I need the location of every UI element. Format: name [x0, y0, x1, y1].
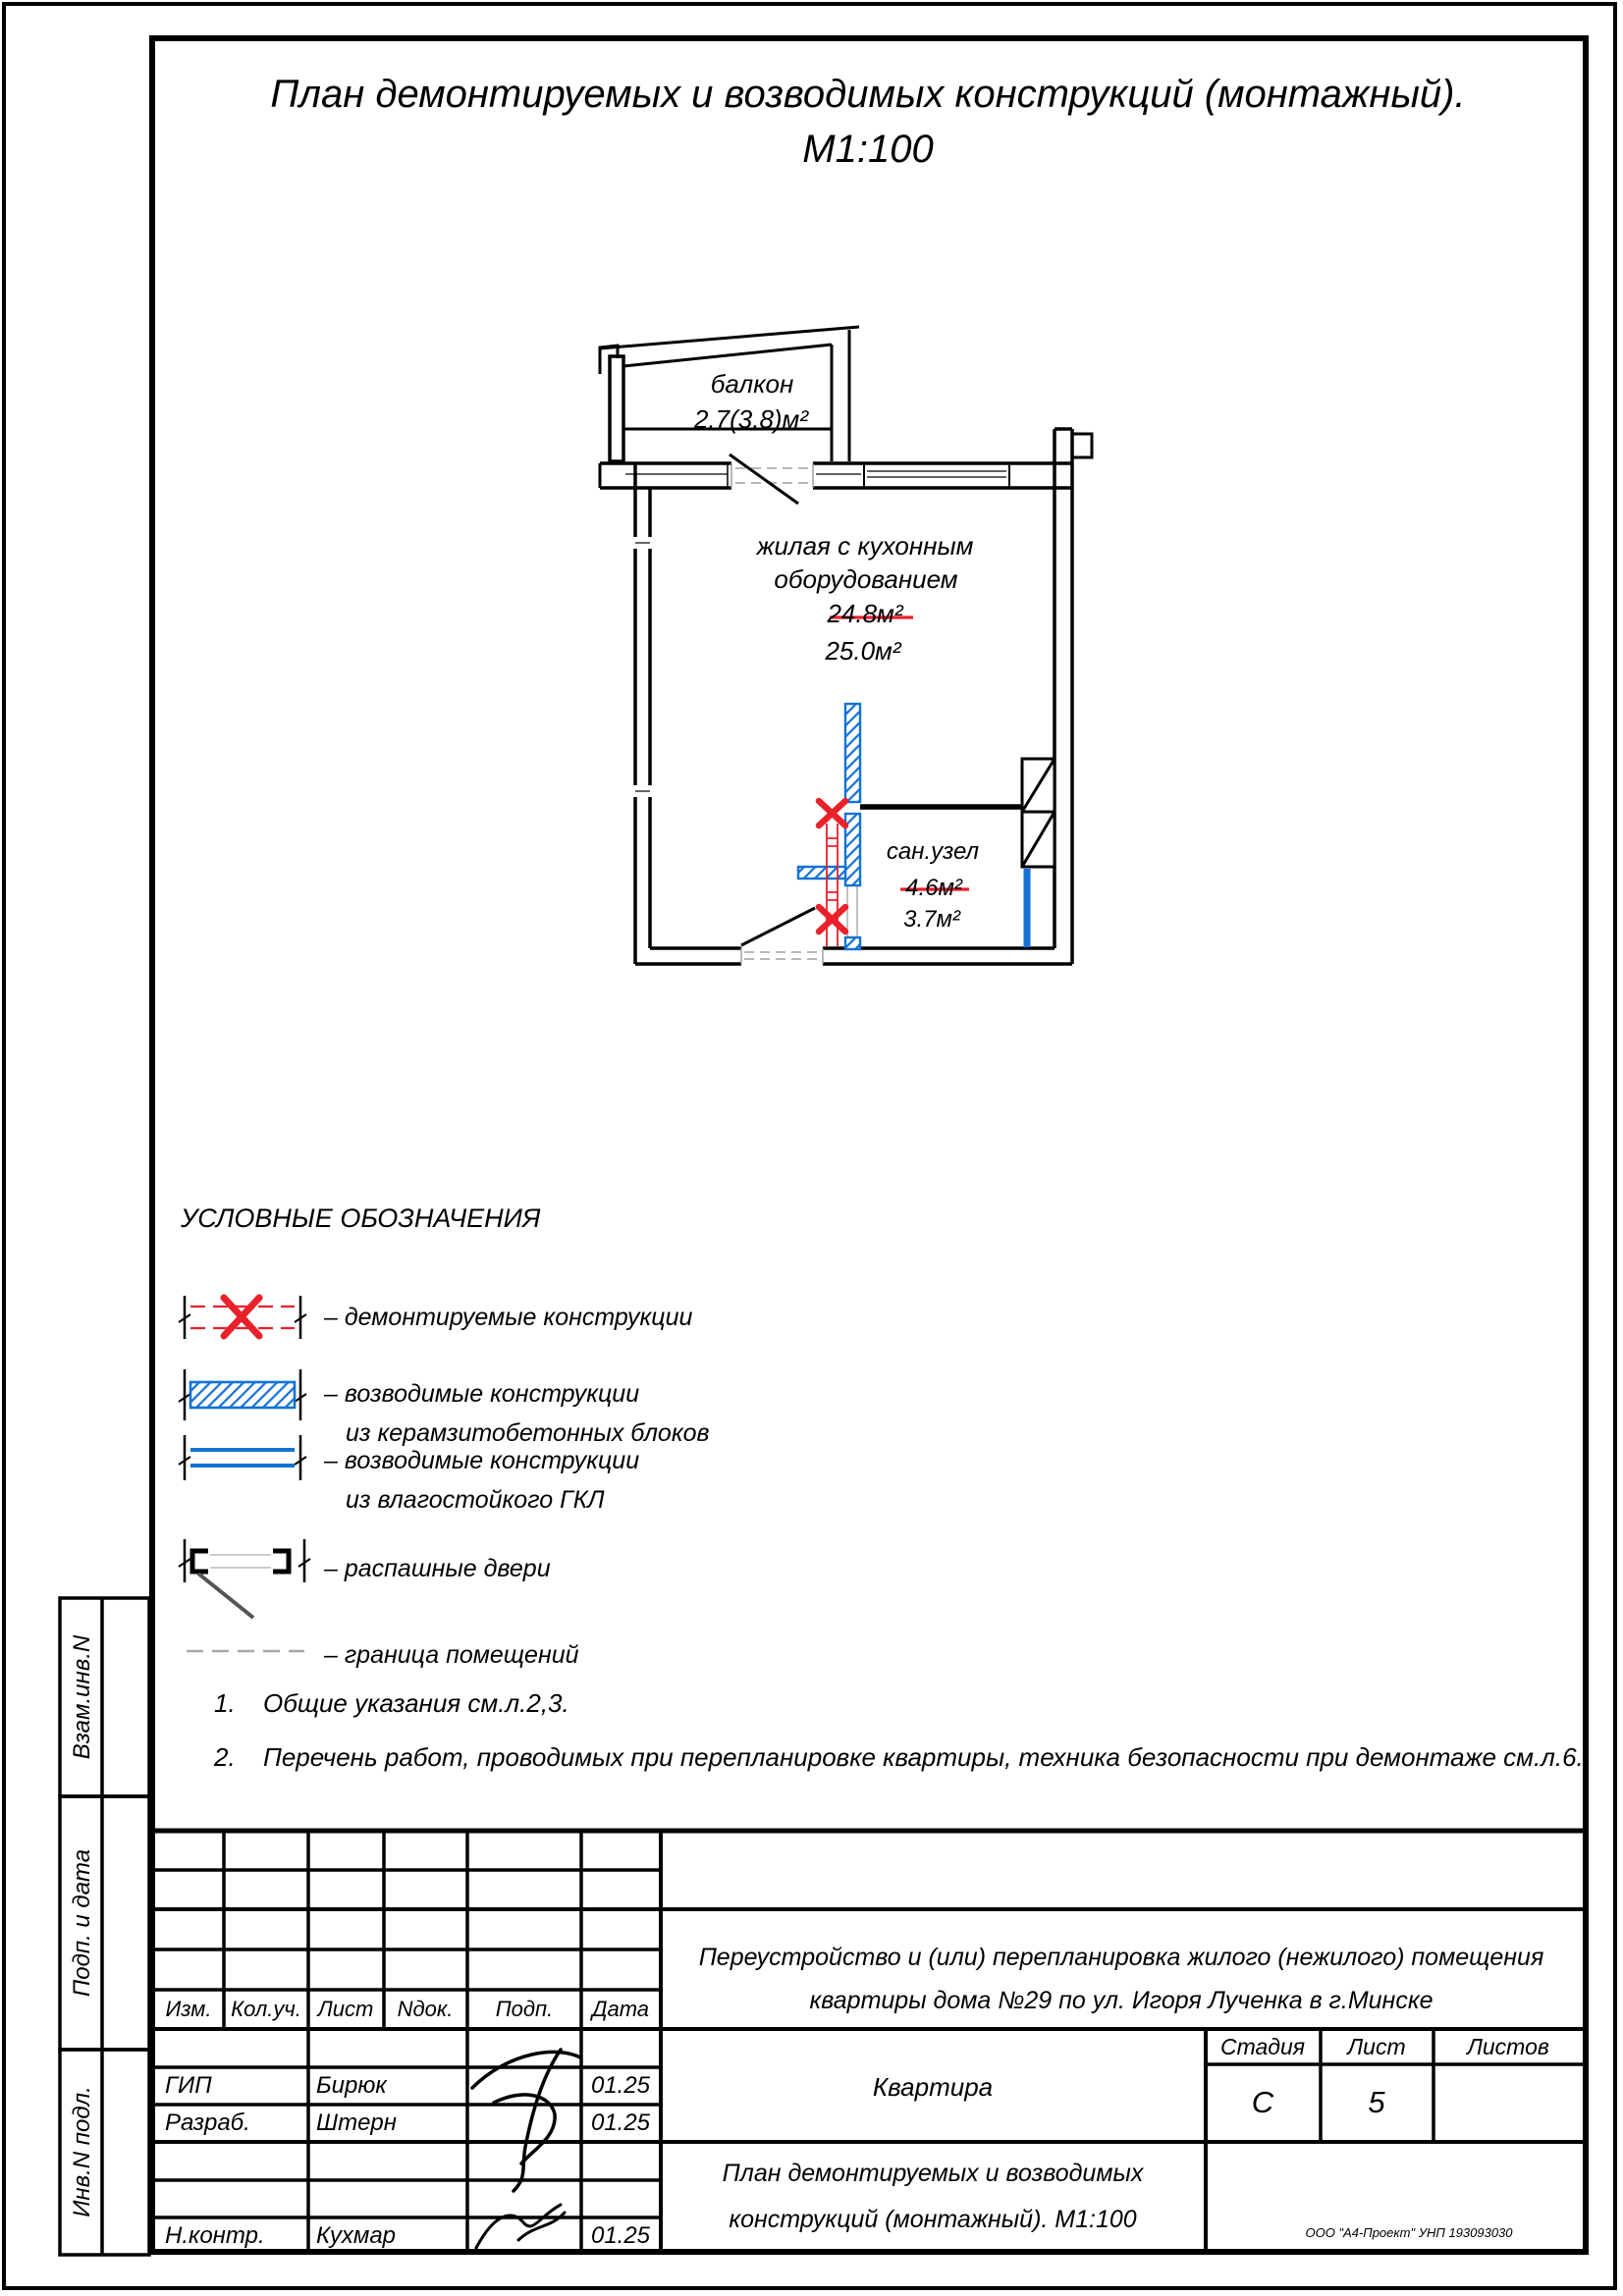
margin-label-vzam-inv: Взам.инв.N [69, 1634, 95, 1760]
legend-item-gkl: – возводимые конструкции [324, 1447, 640, 1474]
tb-stage-label: Стадия [1219, 2034, 1306, 2059]
legend-item-doors: – распашные двери [324, 1555, 551, 1582]
margin-label-podp-data: Подп. и дата [69, 1848, 95, 1998]
legend-item-keramzit: – возводимые конструкции [324, 1380, 640, 1408]
tb-stage-value: С [1251, 2085, 1274, 2119]
tb-company: ООО "А4-Проект" УНП 193093030 [1305, 2225, 1513, 2240]
tb-header-list: Лист [317, 1997, 374, 2021]
tb-project-line-2: квартиры дома №29 по ул. Игоря Лученка в г.Минске [809, 1987, 1434, 2014]
note-1-number: 1. [214, 1688, 236, 1718]
legend-item-demolished: – демонтируемые конструкции [324, 1304, 693, 1331]
tb-name-gip: Бирюк [316, 2072, 387, 2099]
tb-doc-title-1: План демонтируемых и возводимых [722, 2160, 1144, 2187]
tb-name-razrab: Штерн [316, 2109, 397, 2136]
tb-date-razrab: 01.25 [590, 2109, 651, 2136]
tb-role-nkontr: Н.контр. [165, 2222, 265, 2249]
page-title: План демонтируемых и возводимых конструкций (монтажный). [270, 73, 1466, 116]
tb-date-gip: 01.25 [590, 2072, 651, 2099]
living-room-label-1: жилая с кухонным [756, 531, 974, 561]
signature-gip-razrab [464, 2044, 587, 2196]
living-area-new: 25.0м² [825, 636, 901, 666]
legend-item-boundary: – граница помещений [324, 1641, 579, 1669]
page-title-scale: М1:100 [802, 128, 934, 171]
legend-item-keramzit-2: из керамзитобетонных блоков [346, 1419, 710, 1447]
tb-header-izm: Изм. [165, 1997, 212, 2021]
bathroom-area-new: 3.7м² [903, 906, 960, 933]
note-1-text: Общие указания см.л.2,3. [263, 1688, 569, 1718]
tb-date-nkontr: 01.25 [590, 2222, 651, 2249]
tb-header-podp: Подп. [495, 1997, 554, 2021]
tb-object-name: Квартира [872, 2072, 994, 2102]
tb-project-line-1: Переустройство и (или) перепланировка жилого (нежилого) помещения [698, 1944, 1544, 1971]
tb-sheet-label: Лист [1347, 2034, 1406, 2059]
living-area-old: 24.8м² [827, 599, 903, 628]
balcony-label: балкон [710, 369, 794, 399]
tb-role-razrab: Разраб. [165, 2109, 250, 2136]
bathroom-area-old: 4.6м² [905, 875, 962, 901]
note-2-number: 2. [214, 1742, 236, 1772]
living-room-label-2: оборудованием [774, 564, 958, 594]
legend-item-gkl-2: из влагостойкого ГКЛ [346, 1486, 605, 1514]
bathroom-label: сан.узел [886, 838, 980, 865]
tb-sheet-value: 5 [1368, 2085, 1385, 2119]
tb-role-gip: ГИП [165, 2072, 212, 2099]
signature-nkontr [464, 2197, 587, 2264]
tb-header-koluch: Кол.уч. [231, 1997, 301, 2021]
tb-header-ndok: Nдок. [397, 1997, 454, 2021]
legend-heading: УСЛОВНЫЕ ОБОЗНАЧЕНИЯ [181, 1203, 541, 1233]
balcony-area: 2.7(3.8)м² [693, 404, 809, 434]
tb-doc-title-2: конструкций (монтажный). М1:100 [729, 2206, 1137, 2233]
note-2-text: Перечень работ, проводимых при перепланировке квартиры, техника безопасности при демонтаже см.л.6. [263, 1742, 1584, 1772]
margin-label-inv-podl: Инв.N подл. [69, 2086, 95, 2217]
tb-header-data: Дата [591, 1997, 650, 2021]
tb-sheets-label: Листов [1467, 2034, 1549, 2059]
tb-name-nkontr: Кухмар [316, 2222, 397, 2249]
